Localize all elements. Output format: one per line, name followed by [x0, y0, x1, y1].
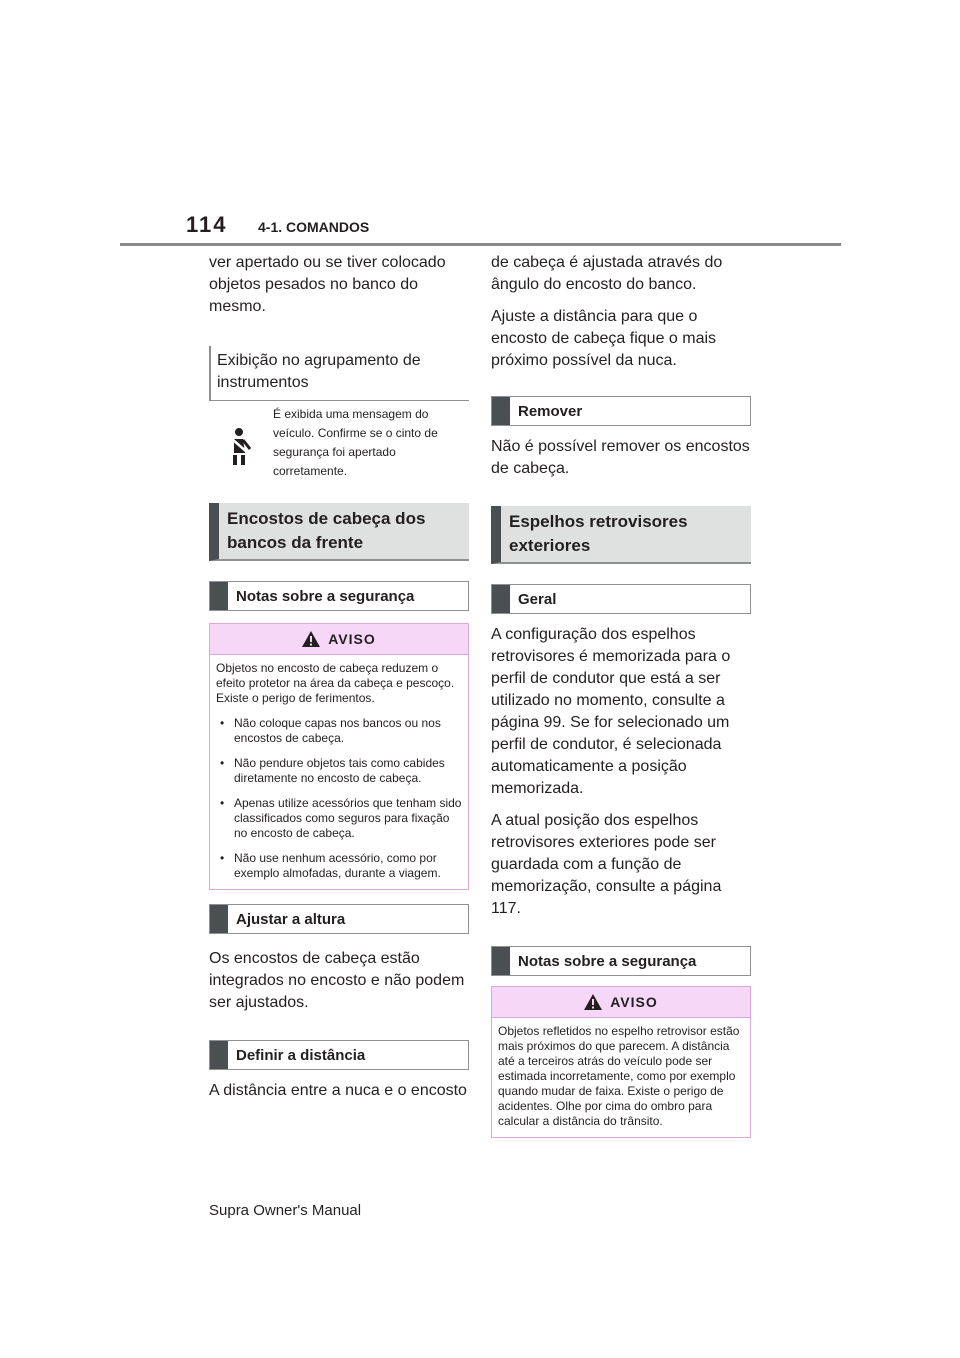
warning-box [209, 623, 469, 890]
general-heading [491, 584, 751, 614]
warning-triangle-icon [584, 994, 602, 1010]
mirror-warning-header [492, 987, 750, 1018]
distance-cont-text: de cabeça é ajustada através do ângulo do encosto do banco. [491, 254, 723, 293]
mirror-safety-label: Notas sobre a segurança [518, 952, 697, 970]
mirror-warning-box [491, 986, 751, 1138]
warning-title: AVISO [328, 631, 376, 647]
general-label: Geral [518, 590, 557, 608]
footer-manual-name: Supra Owner's Manual [209, 1202, 362, 1219]
warning-item: • Não pendure objetos tais como cabides diretamente no encosto de cabeça. [216, 756, 462, 786]
warning-list [216, 716, 462, 881]
warning-item: • Não use nenhum acessório, como por exemplo almofadas, durante a viagem. [216, 851, 462, 881]
set-distance-heading [209, 1040, 469, 1070]
set-distance-label: Definir a distância [236, 1046, 366, 1064]
safety-notes-label: Notas sobre a segurança [236, 587, 415, 605]
header-rule [120, 243, 841, 246]
warning-item: • Apenas utilize acessórios que tenham sido classificados como seguros para fixação no encosto de cabeça. [216, 796, 462, 841]
page-number: 114 [186, 212, 228, 237]
cluster-heading: Exibição no agrupamento de instrumentos [209, 346, 469, 401]
general-text: A configuração dos espelhos retrovisores é memorizada para o perfil de condutor que está a ser utilizado no momento, consulte a página 99. Se for selecionado um perfil de condutor, é selecionada automaticamente a posição memorizada. [491, 626, 731, 797]
right-column [491, 252, 751, 1138]
height-text: Os encostos de cabeça estão integrados no encosto e não podem ser ajustados. [209, 950, 465, 1011]
distance-text: A distância entre a nuca e o encosto [209, 1082, 467, 1099]
mirror-warning-text: Objetos refletidos no espelho retrovisor estão mais próximos do que parecem. A distância até a terceiros atrás do veículo pode ser estimada incorretamente, como por exemplo quando mudar de faixa. Existe o perigo de acidentes. Olhe por cima do ombro para calcular a distância do trânsito. [498, 1024, 740, 1128]
adjust-height-heading [209, 904, 469, 934]
headrests-heading: Encostos de cabeça dos bancos da frente [209, 503, 469, 561]
safety-notes-heading [209, 581, 469, 611]
remove-label: Remover [518, 402, 583, 420]
intro-text: ver apertado ou se tiver colocado objetos pesados no banco do mesmo. [209, 254, 446, 315]
cluster-message-text: É exibida uma mensagem do veículo. Confirme se o cinto de segurança foi apertado corretamente. [273, 407, 438, 478]
adjust-text: Ajuste a distância para que o encosto de cabeça fique o mais próximo possível da nuca. [491, 308, 717, 369]
warning-text: Objetos no encosto de cabeça reduzem o efeito protetor na área da cabeça e pescoço. Existe o perigo de ferimentos. [216, 661, 455, 705]
remove-heading [491, 396, 751, 426]
mirror-safety-heading [491, 946, 751, 976]
adjust-height-label: Ajustar a altura [236, 910, 346, 928]
left-column [209, 252, 469, 1112]
warning-triangle-icon [302, 631, 320, 647]
seatbelt-warning-icon [209, 405, 273, 481]
remove-text: Não é possível remover os encostos de cabeça. [491, 438, 750, 477]
warning-item: • Não coloque capas nos bancos ou nos encostos de cabeça. [216, 716, 462, 746]
mirrors-heading: Espelhos retrovisores exteriores [491, 506, 751, 564]
mirror-warning-title: AVISO [610, 994, 658, 1010]
warning-header [210, 624, 468, 655]
section-title: 4-1. COMANDOS [258, 219, 370, 235]
cluster-message [209, 401, 469, 481]
memory-text: A atual posição dos espelhos retrovisores exteriores pode ser guardada com a função de memorização, consulte a página 117. [491, 812, 722, 917]
